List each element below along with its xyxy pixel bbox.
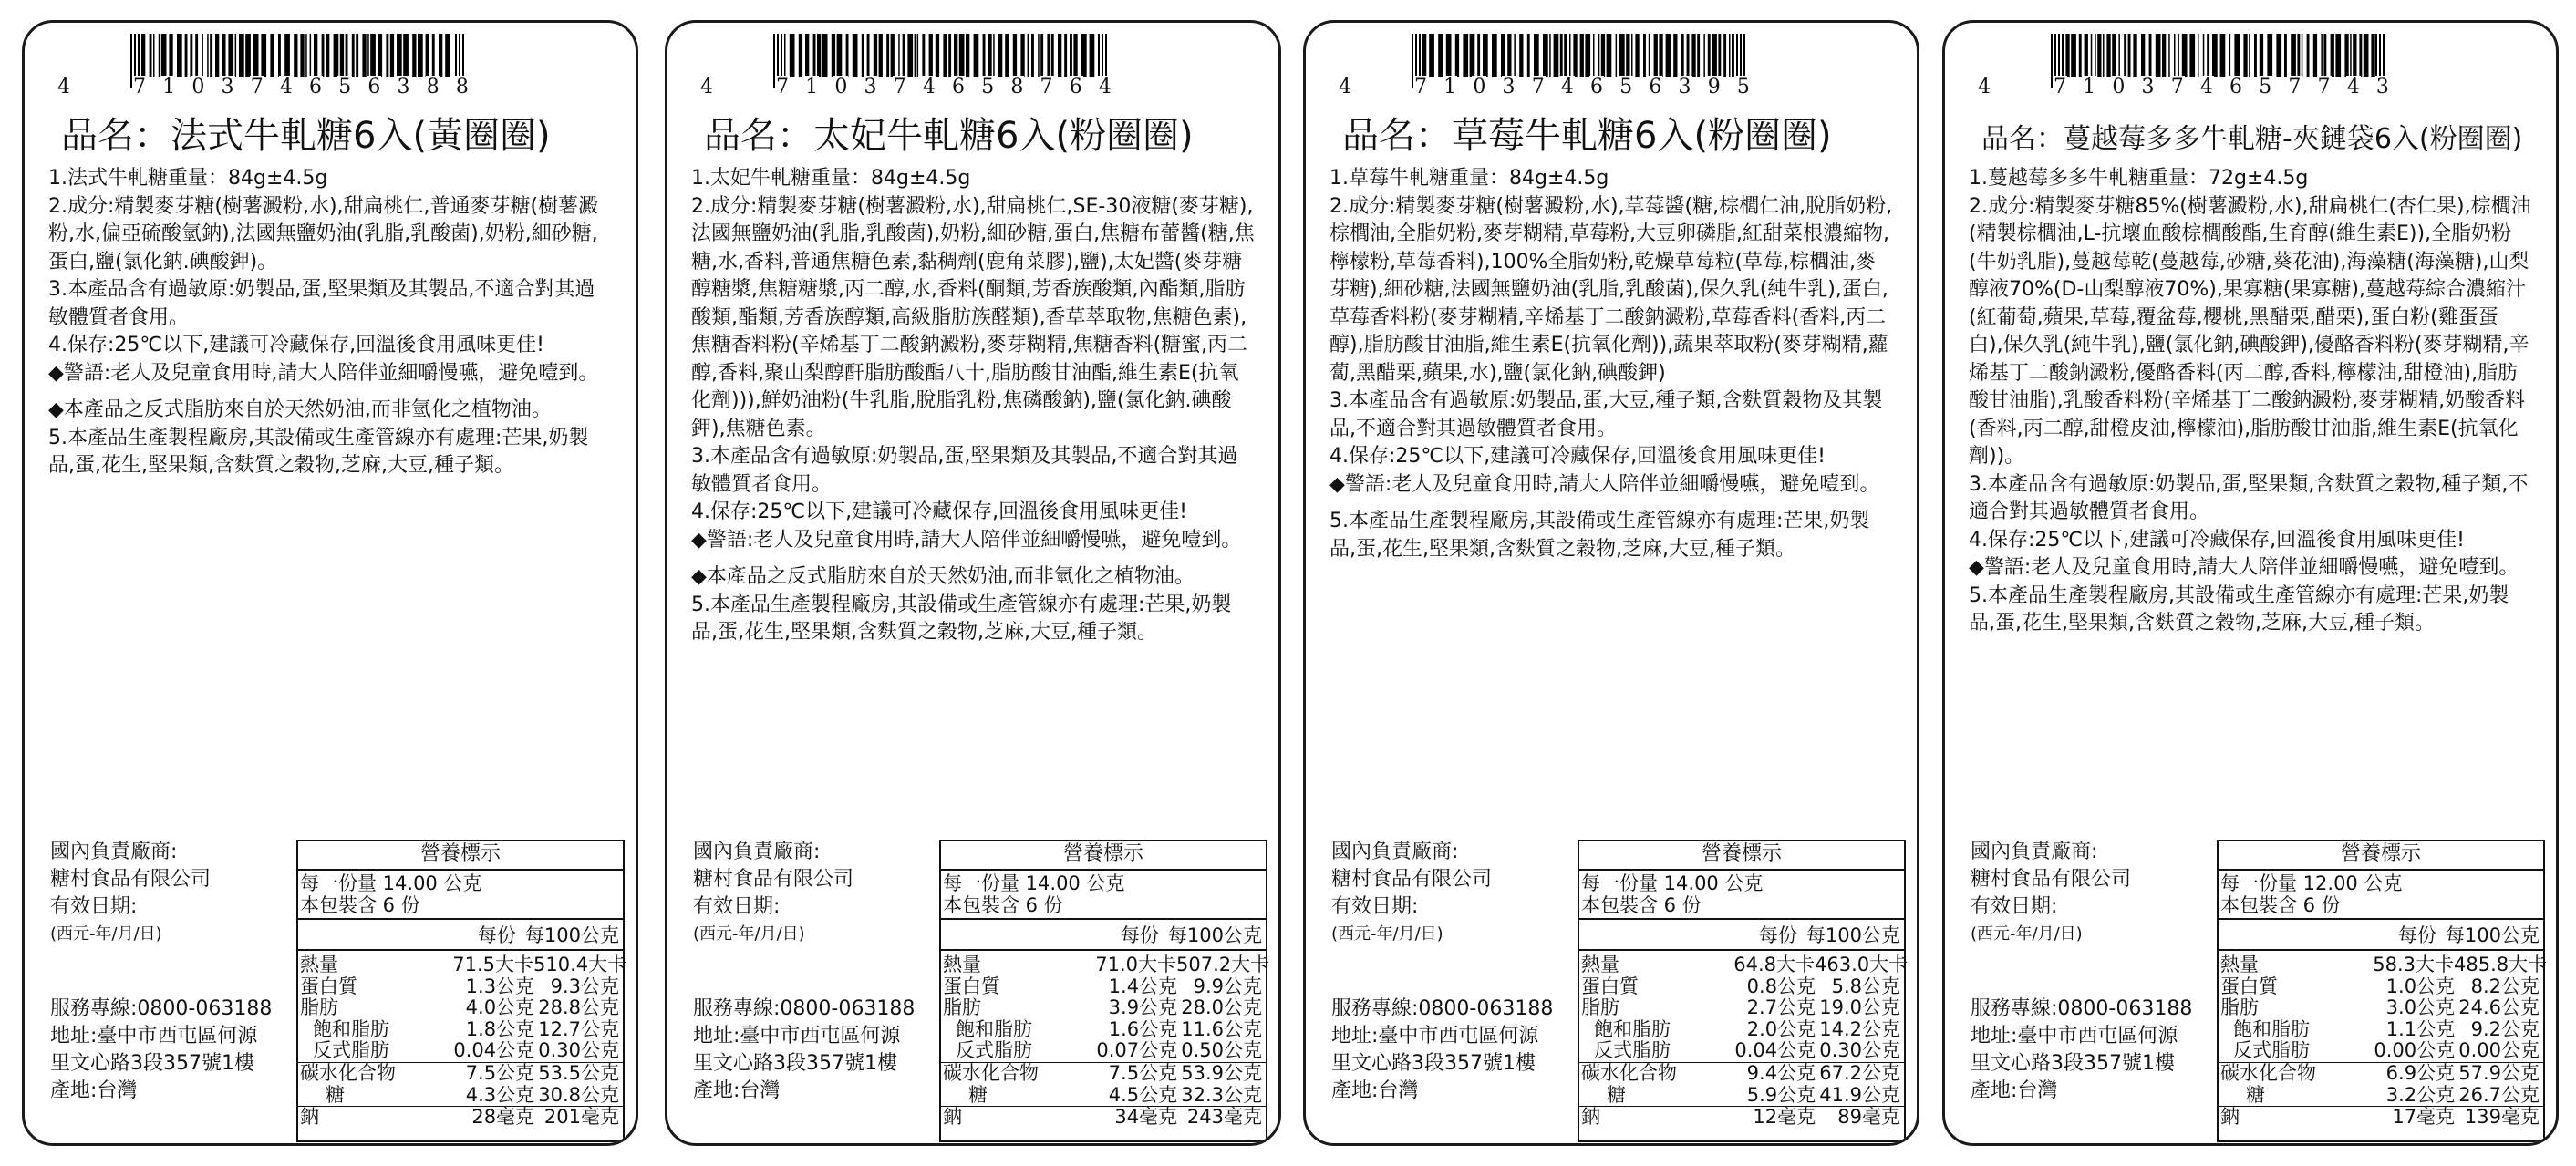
ingredients: 2.成分:精製麥芽糖85%(樹薯澱粉,水),甜扁桃仁(杏仁果),棕櫚油(精製棕櫚油,L-抗壞血酸棕櫚酸酯,生育醇(維生素E)),全脂奶粉(牛奶乳脂),蔓越莓乾(蔓越莓,砂糖,葵花油),海藻糖(海藻糖),山梨醇液70%(D-山梨醇液70%),果寡糖(果寡糖),蔓越莓綜合濃縮汁(紅葡萄,蘋果,草莓,覆盆莓,櫻桃,黑醋栗,醋栗),蛋白粉(雞蛋蛋白),保久乳(純牛乳),鹽(氯化鈉,碘酸鉀),優酪香料粉(麥芽糊精,辛烯基丁二酸鈉澱粉,優酪香料(丙二醇,香料,檸檬油,甜橙油),脂肪酸甘油脂),乳酸香料粉(辛烯基丁二酸鈉澱粉,麥芽糊精,奶酸香料(香料,丙二醇,甜橙皮油,檸檬油),脂肪酸甘油脂,維生素E(抗氧化劑))。 — [1969, 194, 2531, 468]
expiry-label: 有效日期: — [50, 895, 138, 918]
product-title: 品名：蔓越莓多多牛軋糖-夾鏈袋6入(粉圈圈) — [1981, 123, 2523, 155]
barcode — [57, 34, 486, 107]
address-line-2: 里文心路3段357號1樓 — [693, 1052, 897, 1075]
nutrition-title: 營養標示 — [298, 841, 623, 871]
col-per-serving: 每份 — [1120, 924, 1159, 946]
warning: ◆警語:老人及兒童食用時,請大人陪伴並細嚼慢嚥，避免噎到。 — [48, 361, 599, 385]
row-carbohydrate: 碳水化合物 7.5公克 53.9公克 — [941, 1062, 1266, 1085]
barcode-digits: 7 1 0 3 7 4 6 5 6 3 8 8 — [133, 76, 469, 98]
company-name: 糖村食品有限公司 — [1971, 868, 2132, 891]
row-sodium: 鈉 12毫克 89毫克 — [1579, 1106, 1904, 1129]
nutrition-header — [941, 924, 1266, 951]
row-saturated-fat: 飽和脂肪 1.1公克 9.2公克 — [2233, 1017, 2540, 1040]
serving-info — [1579, 871, 1904, 920]
product-title: 品名：草莓牛軋糖6入(粉圈圈) — [1342, 115, 1832, 157]
weight-line: 1.草莓牛軋糖重量：84g±4.5g — [1329, 167, 1609, 190]
service-hotline: 服務專線:0800-063188 — [1971, 997, 2193, 1020]
barcode — [1978, 34, 2406, 107]
nutrition-header — [298, 924, 623, 951]
product-label-4 — [1942, 20, 2559, 1146]
storage: 4.保存:25℃以下,建議可冷藏保存,回溫後食用風味更佳! — [691, 500, 1187, 523]
serving-info — [2219, 871, 2543, 920]
facility-note: 5.本產品生產製程廠房,其設備或生產管線亦有處理:芒果,奶製品,蛋,花生,堅果類,含麩質之穀物,芝麻,大豆,種子類。 — [48, 426, 589, 477]
company-name: 糖村食品有限公司 — [50, 868, 212, 891]
serving-info — [298, 871, 623, 920]
ingredients: 2.成分:精製麥芽糖(樹薯澱粉,水),甜扁桃仁,SE-30液糖(麥芽糖),法國無鹽奶油(乳脂,乳酸菌),奶粉,細砂糖,蛋白,焦糖布蕾醬(糖,焦糖,水,香料,普通焦糖色素,黏稠劑(鹿角菜膠),鹽),太妃醬(麥芽糖醇糖漿,焦糖糖漿,丙二醇,水,香料(酮類,芳香族酸類,內酯類,脂肪酸類,酯類,芳香族醇類,高級脂肪族醛類),香草萃取物,焦糖色素),焦糖香料粉(辛烯基丁二酸鈉澱粉,麥芽糊精,焦糖香料(糖蜜,丙二醇,香料,聚山梨醇酐脂肪酸酯八十,脂肪酸甘油酯,維生素E(抗氧化劑))),鮮奶油粉(牛乳脂,脫脂乳粉,焦磷酸鈉),鹽(氯化鈉.碘酸鉀),焦糖色素。 — [691, 194, 1255, 440]
product-description — [1969, 165, 2532, 638]
row-sodium: 鈉 17毫克 139毫克 — [2219, 1106, 2543, 1129]
weight-line: 1.太妃牛軋糖重量：84g±4.5g — [691, 167, 971, 190]
barcode-first-digit: 4 — [700, 76, 713, 98]
allergens: 3.本產品含有過敏原:奶製品,蛋,大豆,種子類,含麩質穀物及其製品,不適合對其過敏體質者食用。 — [1329, 389, 1883, 440]
row-calories: 熱量 71.0大卡 507.2大卡 — [943, 954, 1270, 975]
servings-per-pack: 本包裝含 6 份 — [1581, 894, 1702, 916]
ingredients: 2.成分:精製麥芽糖(樹薯澱粉,水),草莓醬(糖,棕櫚仁油,脫脂奶粉,棕櫚油,全脂奶粉,麥芽糊精,草莓粉,大豆卵磷脂,紅甜菜根濃縮物,檸檬粉,草莓香料),100%全脂奶粉,乾燥草莓粒(草莓,棕櫚油,麥芽糖),細砂糖,法國無鹽奶油(乳脂,乳酸菌),保久乳(純牛乳),蛋白,草莓香料粉(麥芽糊精,辛烯基丁二酸鈉澱粉,草莓香料(香料,丙二醇),脂肪酸甘油脂,維生素E(抗氧化劑)),蔬果萃取粉(麥芽糊精,蘿蔔,黑醋栗,蘋果,水),鹽(氯化鈉,碘酸鉀) — [1329, 194, 1893, 385]
facility-note: 5.本產品生產製程廠房,其設備或生產管線亦有處理:芒果,奶製品,蛋,花生,堅果類,含麩質之穀物,芝麻,大豆,種子類。 — [1969, 583, 2509, 635]
row-sugar: 糖 5.9公克 41.9公克 — [1607, 1083, 1900, 1106]
nutrition-header — [2219, 924, 2543, 951]
expiry-label: 有效日期: — [1331, 895, 1419, 918]
address-line-1: 地址:臺中市西屯區何源 — [50, 1025, 258, 1047]
col-per-100g: 每100公克 — [524, 924, 619, 946]
company-label: 國內負責廠商: — [1331, 841, 1459, 863]
trans-fat-note: ◆本產品之反式脂肪來自於天然奶油,而非氫化之植物油。 — [48, 398, 552, 421]
col-per-100g: 每100公克 — [2445, 924, 2540, 946]
col-per-100g: 每100公克 — [1167, 924, 1262, 946]
row-calories: 熱量 58.3大卡 485.8大卡 — [2220, 954, 2548, 975]
company-info — [1331, 839, 1587, 1105]
warning: ◆警語:老人及兒童食用時,請大人陪伴並細嚼慢嚥，避免噎到。 — [691, 528, 1242, 552]
nutrition-title: 營養標示 — [1579, 841, 1904, 871]
origin: 產地:台灣 — [1331, 1079, 1419, 1102]
barcode-digits: 7 1 0 3 7 4 6 5 8 7 6 4 — [776, 76, 1112, 98]
row-fat: 脂肪 2.7公克 19.0公克 — [1581, 996, 1900, 1019]
company-label: 國內負責廠商: — [693, 841, 821, 863]
row-carbohydrate: 碳水化合物 6.9公克 57.9公克 — [2219, 1062, 2543, 1085]
row-carbohydrate: 碳水化合物 7.5公克 53.5公克 — [298, 1062, 623, 1085]
expiry-format: (西元-年/月/日) — [1331, 924, 1443, 944]
row-trans-fat: 反式脂肪 0.07公克 0.50公克 — [956, 1039, 1262, 1062]
storage: 4.保存:25℃以下,建議可冷藏保存,回溫後食用風味更佳! — [1969, 528, 2465, 552]
col-per-serving: 每份 — [1758, 924, 1797, 946]
row-fat: 脂肪 4.0公克 28.8公克 — [300, 996, 619, 1019]
row-saturated-fat: 飽和脂肪 1.8公克 12.7公克 — [313, 1017, 619, 1040]
allergens: 3.本產品含有過敏原:奶製品,蛋,堅果類及其製品,不適合對其過敏體質者食用。 — [48, 278, 595, 329]
servings-per-pack: 本包裝含 6 份 — [300, 894, 420, 916]
company-name: 糖村食品有限公司 — [693, 868, 854, 891]
company-info — [1971, 839, 2226, 1105]
ingredients: 2.成分:精製麥芽糖(樹薯澱粉,水),甜扁桃仁,普通麥芽糖(樹薯澱粉,水,偏亞硫酸氫鈉),法國無鹽奶油(乳脂,乳酸菌),奶粉,細砂糖,蛋白,鹽(氯化鈉.碘酸鉀)。 — [48, 194, 599, 273]
serving-size: 每一份量 14.00 公克 — [300, 872, 482, 894]
service-hotline: 服務專線:0800-063188 — [693, 997, 916, 1020]
origin: 產地:台灣 — [693, 1079, 781, 1102]
barcode-digits: 7 1 0 3 7 4 6 5 7 7 4 3 — [2054, 76, 2389, 98]
company-label: 國內負責廠商: — [50, 841, 178, 863]
row-carbohydrate: 碳水化合物 9.4公克 67.2公克 — [1579, 1062, 1904, 1085]
row-sugar: 糖 4.5公克 32.3公克 — [968, 1083, 1262, 1106]
row-protein: 蛋白質 1.0公克 8.2公克 — [2220, 975, 2540, 997]
barcode-first-digit: 4 — [1339, 76, 1351, 98]
facility-note: 5.本產品生產製程廠房,其設備或生產管線亦有處理:芒果,奶製品,蛋,花生,堅果類,含麩質之穀物,芝麻,大豆,種子類。 — [1329, 510, 1870, 561]
row-trans-fat: 反式脂肪 0.00公克 0.00公克 — [2233, 1039, 2540, 1062]
address-line-2: 里文心路3段357號1樓 — [1971, 1052, 2175, 1075]
expiry-format: (西元-年/月/日) — [1971, 924, 2083, 944]
product-label-3 — [1303, 20, 1919, 1146]
expiry-format: (西元-年/月/日) — [50, 924, 162, 944]
row-sodium: 鈉 34毫克 243毫克 — [941, 1106, 1266, 1129]
address-line-1: 地址:臺中市西屯區何源 — [1971, 1025, 2178, 1047]
company-label: 國內負責廠商: — [1971, 841, 2098, 863]
row-sugar: 糖 4.3公克 30.8公克 — [326, 1083, 619, 1106]
address-line-1: 地址:臺中市西屯區何源 — [693, 1025, 901, 1047]
nutrition-title: 營養標示 — [2219, 841, 2543, 871]
storage: 4.保存:25℃以下,建議可冷藏保存,回溫後食用風味更佳! — [48, 334, 544, 356]
expiry-label: 有效日期: — [693, 895, 781, 918]
service-hotline: 服務專線:0800-063188 — [1331, 997, 1554, 1020]
barcode-digits: 7 1 0 3 7 4 6 5 6 3 9 5 — [1414, 76, 1750, 98]
nutrition-table — [1578, 840, 1909, 1142]
company-info — [50, 839, 305, 1105]
address-line-2: 里文心路3段357號1樓 — [50, 1052, 254, 1075]
company-info — [693, 839, 948, 1105]
warning: ◆警語:老人及兒童食用時,請大人陪伴並細嚼慢嚥，避免噎到。 — [1969, 556, 2519, 579]
nutrition-table — [2217, 840, 2548, 1142]
barcode — [700, 34, 1129, 107]
expiry-format: (西元-年/月/日) — [693, 924, 805, 944]
product-title: 品名：太妃牛軋糖6入(粉圈圈) — [704, 115, 1194, 157]
row-protein: 蛋白質 0.8公克 5.8公克 — [1581, 975, 1900, 997]
row-trans-fat: 反式脂肪 0.04公克 0.30公克 — [313, 1039, 619, 1062]
row-calories: 熱量 71.5大卡 510.4大卡 — [300, 954, 627, 975]
origin: 產地:台灣 — [50, 1079, 138, 1102]
barcode-first-digit: 4 — [57, 76, 70, 98]
nutrition-header — [1579, 924, 1904, 951]
nutrition-title: 營養標示 — [941, 841, 1266, 871]
nutrition-table — [939, 840, 1270, 1142]
servings-per-pack: 本包裝含 6 份 — [2220, 894, 2341, 916]
col-per-100g: 每100公克 — [1805, 924, 1900, 946]
product-label-1 — [22, 20, 638, 1146]
serving-info — [941, 871, 1266, 920]
storage: 4.保存:25℃以下,建議可冷藏保存,回溫後食用風味更佳! — [1329, 445, 1826, 468]
barcode-first-digit: 4 — [1978, 76, 1991, 98]
expiry-label: 有效日期: — [1971, 895, 2058, 918]
row-calories: 熱量 64.8大卡 463.0大卡 — [1581, 954, 1909, 975]
serving-size: 每一份量 14.00 公克 — [943, 872, 1125, 894]
row-sodium: 鈉 28毫克 201毫克 — [298, 1106, 623, 1129]
row-sugar: 糖 3.2公克 26.7公克 — [2246, 1083, 2540, 1106]
product-title: 品名：法式牛軋糖6入(黃圈圈) — [61, 115, 551, 157]
address-line-1: 地址:臺中市西屯區何源 — [1331, 1025, 1539, 1047]
col-per-serving: 每份 — [2397, 924, 2436, 946]
facility-note: 5.本產品生產製程廠房,其設備或生產管線亦有處理:芒果,奶製品,蛋,花生,堅果類,含麩質之穀物,芝麻,大豆,種子類。 — [691, 593, 1232, 644]
allergens: 3.本產品含有過敏原:奶製品,蛋,堅果類,含麩質之穀物,種子類,不適合對其過敏體質者食用。 — [1969, 472, 2529, 523]
origin: 產地:台灣 — [1971, 1079, 2058, 1102]
address-line-2: 里文心路3段357號1樓 — [1331, 1052, 1536, 1075]
serving-size: 每一份量 12.00 公克 — [2220, 872, 2403, 894]
service-hotline: 服務專線:0800-063188 — [50, 997, 273, 1020]
serving-size: 每一份量 14.00 公克 — [1581, 872, 1764, 894]
company-name: 糖村食品有限公司 — [1331, 868, 1493, 891]
row-fat: 脂肪 3.9公克 28.0公克 — [943, 996, 1262, 1019]
product-label-2 — [665, 20, 1281, 1146]
trans-fat-note: ◆本產品之反式脂肪來自於天然奶油,而非氫化之植物油。 — [691, 565, 1195, 588]
allergens: 3.本產品含有過敏原:奶製品,蛋,堅果類及其製品,不適合對其過敏體質者食用。 — [691, 445, 1238, 496]
row-fat: 脂肪 3.0公克 24.6公克 — [2220, 996, 2540, 1019]
weight-line: 1.蔓越莓多多牛軋糖重量：72g±4.5g — [1969, 167, 2309, 190]
col-per-serving: 每份 — [477, 924, 516, 946]
row-saturated-fat: 飽和脂肪 2.0公克 14.2公克 — [1594, 1017, 1900, 1040]
product-description — [691, 165, 1255, 647]
row-protein: 蛋白質 1.4公克 9.9公克 — [943, 975, 1262, 997]
servings-per-pack: 本包裝含 6 份 — [943, 894, 1063, 916]
barcode — [1339, 34, 1767, 107]
warning: ◆警語:老人及兒童食用時,請大人陪伴並細嚼慢嚥，避免噎到。 — [1329, 472, 1880, 496]
row-protein: 蛋白質 1.3公克 9.3公克 — [300, 975, 619, 997]
product-description — [1329, 165, 1893, 563]
product-description — [48, 165, 612, 480]
row-saturated-fat: 飽和脂肪 1.6公克 11.6公克 — [956, 1017, 1262, 1040]
nutrition-table — [296, 840, 625, 1142]
row-trans-fat: 反式脂肪 0.04公克 0.30公克 — [1594, 1039, 1900, 1062]
weight-line: 1.法式牛軋糖重量：84g±4.5g — [48, 167, 328, 190]
